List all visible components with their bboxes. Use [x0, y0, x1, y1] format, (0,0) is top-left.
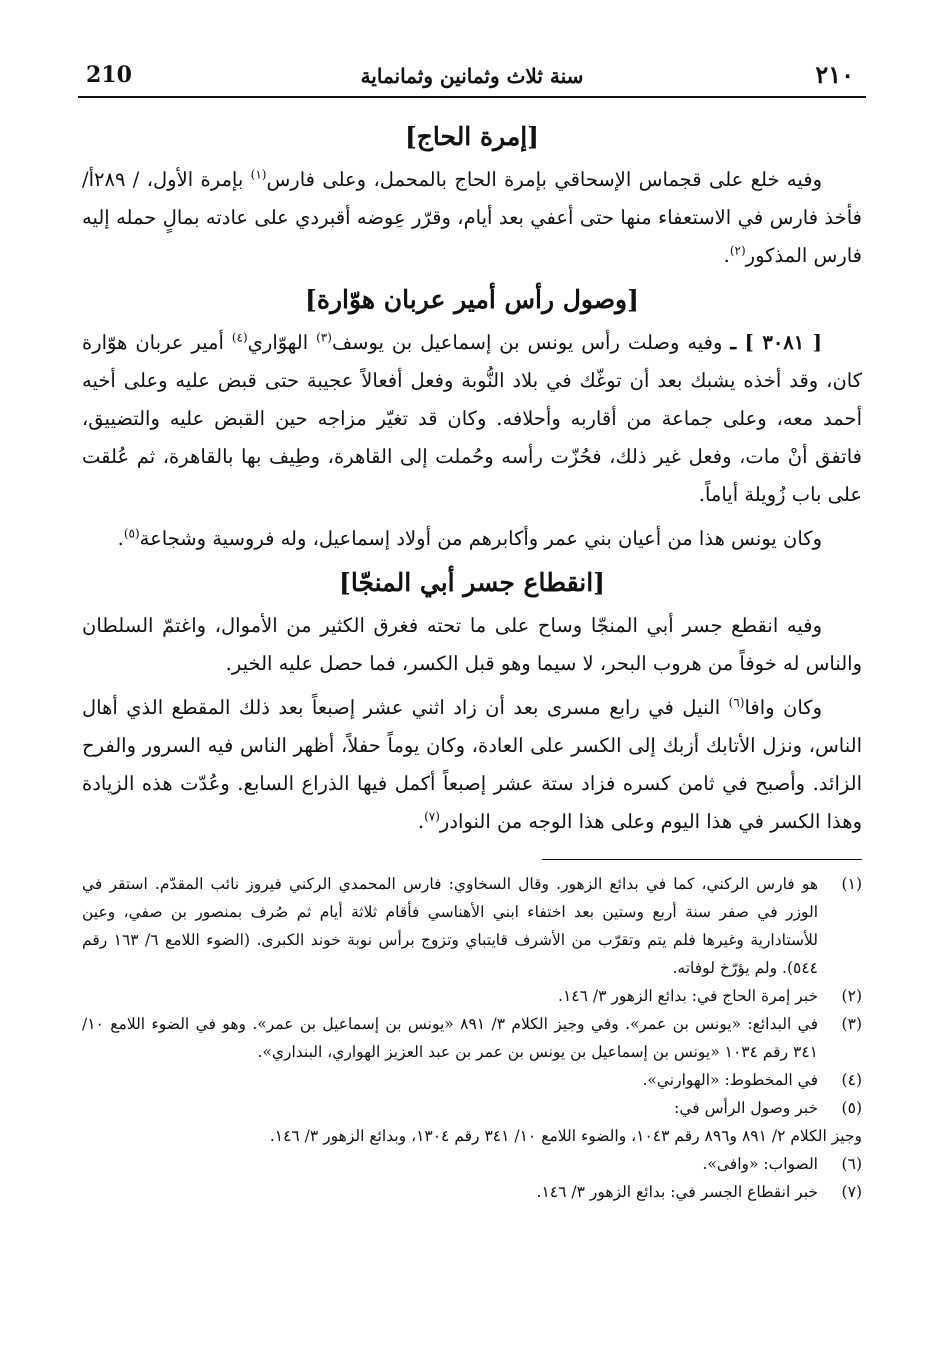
footnote-ref-1[interactable]: (١)	[250, 167, 267, 182]
paragraph-bridge-2: وكان وافا$^{(٦)}$ النيل في رابع مسرى بعد أن زاد اثني عشر إصبعاً بعد ذلك المقطع الذي أهال الناس، ونزل الأتابك أزبك إلى الكسر على العادة، وكان يوماً حفلاً، أظهر الناس فيه السرور والفرح الزائد. وأصبح في ثامن كسره فزاد ستة عشر إصبعاً أكمل فيها الذراع السابع. وعُدّت هذه الزيادة وهذا الكسر في هذا اليوم وعلى هذا الوجه من النوادر$^{(٧)}$.	[82, 695, 862, 833]
footnote-ref-4[interactable]: (٤)	[231, 330, 248, 345]
paragraph-hajj: وفيه خلع على قجماس الإسحاقي بإمرة الحاج بالمحمل، وعلى فارس$^{(١)}$ بإمرة الأول، / ٢٨٩أ/ فأخذ فارس في الاستعفاء منها حتى أعفي بعد أيام، وقرّر عِوضه أقبردي على عادته بمالٍ حمله إليه فارس المذكور$^{(٢)}$.	[82, 167, 862, 267]
page-header	[78, 60, 866, 98]
paragraph-hawwara-2: وكان يونس هذا من أعيان بني عمر وأكابرهم من أولاد إسماعيل، وله فروسية وشجاعة$^{(٥)}$.	[117, 526, 822, 550]
entry-number: [ ٣٠٨١ ] ـ	[730, 331, 823, 354]
footnote-ref-3[interactable]: (٣)	[316, 330, 332, 345]
footnote: (١) هو فارس الركني، كما في بدائع الزهور. وقال السخاوي: فارس المحمدي الركني فيروز نائب المقدّم. استقر في الوزر في صفر سنة أربع وستين بعد اختفاء ابني الأهناسي فأقام ثلاثة أيام ثم صُرف بمنصور بن صفي، وعين للأستادارية وغيرها فلم يتم وتقرّب من الأشرف قايتباي وتزوج برأس نوبة خوند الكبرى. (الضوء اللامع ٦/ ١٦٣ رقم ٥٤٤). ولم يؤرّخ لوفاته.	[82, 875, 862, 977]
footnote: (٤) في المخطوط: «الهوارني».	[642, 1071, 862, 1089]
paragraph-hawwara-1: [ ٣٠٨١ ] ـ وفيه وصلت رأس يونس بن إسماعيل بن يوسف$^{(٣)}$ الهوّاري$^{(٤)}$ أمير عربان هوّارة كان، وقد أخذه يشبك بعد أن توغّك في بلاد النُّوبة وفعل أفعالاً عجيبة حتى قبض عليه وعلى أخيه أحمد معه، وعلى جماعة من أقاربه وأحلافه. وكان قد تغيّر مزاجه حين القبض عليه والتضييق، فاتفق أنْ مات، وفعل غير ذلك، فحُزّت رأسه وحُملت إلى القاهرة، وطِيف بها بالقاهرة، ثم عُلقت على باب زُويلة أياماً.	[82, 330, 862, 506]
footnotes	[82, 870, 862, 1206]
page-number-latin: 210	[86, 62, 132, 88]
footnote: (٧) خبر انقطاع الجسر في: بدائع الزهور ٣/ ١٤٦.	[536, 1183, 862, 1201]
footnote-ref-5[interactable]: (٥)	[123, 526, 140, 541]
footnote-continuation: وجيز الكلام ٢/ ٨٩١ و٨٩٦ رقم ١٠٤٣، والضوء اللامع ١٠/ ٣٤١ رقم ١٣٠٤، وبدائع الزهور ٣/ ١٤٦.	[269, 1127, 862, 1145]
footnote: (٦) الصواب: «وافى».	[702, 1155, 862, 1173]
section-heading-bridge: [انقطاع جسر أبي المنجّا]	[339, 568, 605, 597]
footnote: (٥) خبر وصول الرأس في:	[674, 1099, 862, 1117]
footnote-ref-2[interactable]: (٢)	[729, 243, 746, 258]
footnote-ref-6[interactable]: (٦)	[728, 695, 745, 710]
page-body	[82, 112, 862, 1206]
footnote: (٢) خبر إمرة الحاج في: بدائع الزهور ٣/ ١٤٦.	[558, 987, 862, 1005]
footnote: (٣) في البدائع: «يونس بن عمر». وفي وجيز الكلام ٣/ ٨٩١ «يونس بن إسماعيل بن عمر». وهو في الضوء اللامع ١٠/ ٣٤١ رقم ١٠٣٤ «يونس بن إسماعيل بن يونس بن عمر بن عبد العزيز الهواري، البنداري».	[82, 1015, 862, 1061]
footnote-divider	[542, 859, 862, 860]
page-number-arabic: ٢١٠	[815, 60, 854, 89]
section-heading-hajj: [إمرة الحاج]	[404, 122, 540, 151]
section-heading-hawwara: [وصول رأس أمير عربان هوّارة]	[305, 285, 639, 314]
paragraph-bridge-1: وفيه انقطع جسر أبي المنجّا وساح على ما تحته فغرق الكثير من الأموال، واغتمّ السلطان والناس له خوفاً من هروب البحر، لا سيما وهو قبل الكسر، فما حصل عليه الخير.	[82, 614, 862, 675]
running-title: سنة ثلاث وثمانين وثمانماية	[360, 64, 584, 88]
footnote-ref-7[interactable]: (٧)	[424, 809, 440, 824]
